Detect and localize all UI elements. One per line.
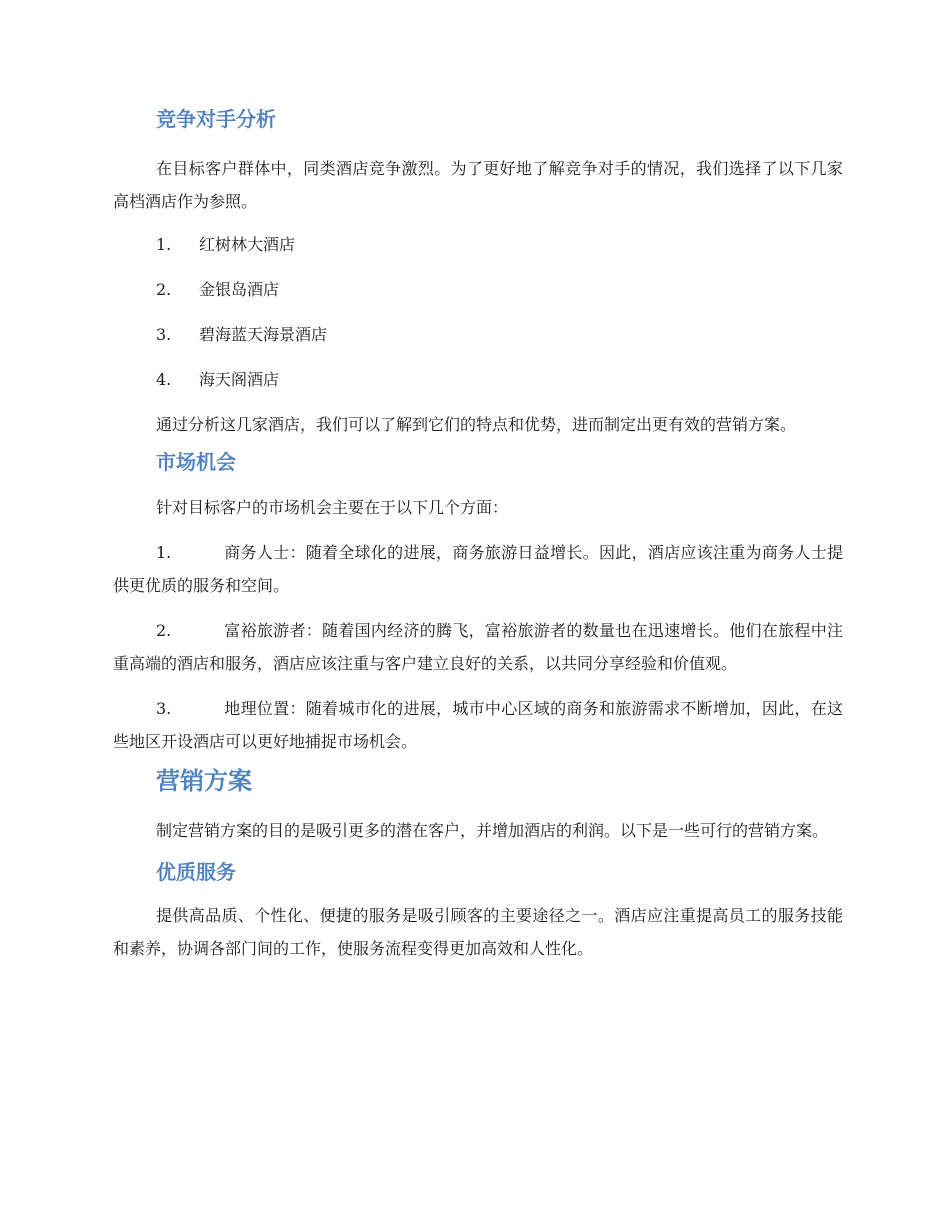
list-number: 2. (156, 280, 172, 299)
list-number: 1. (156, 543, 172, 562)
list-number: 3. (156, 699, 172, 718)
list-number: 3. (156, 325, 172, 344)
list-item (113, 614, 843, 680)
list-item (113, 692, 843, 758)
heading-quality-service: 优质服务 (156, 860, 236, 884)
list-item (113, 318, 843, 351)
list-item (113, 536, 843, 602)
paragraph-marketing-intro: 制定营销方案的目的是吸引更多的潜在客户，并增加酒店的利润。以下是一些可行的营销方案。 (156, 821, 829, 840)
list-item (113, 363, 843, 396)
list-text: 红树林大酒店 (199, 235, 296, 254)
document-body (113, 104, 843, 965)
list-item (113, 228, 843, 261)
list-text: 海天阁酒店 (199, 370, 280, 389)
list-text: 金银岛酒店 (199, 280, 280, 299)
heading-market-opportunity: 市场机会 (156, 450, 236, 474)
list-number: 4. (156, 370, 172, 389)
list-number: 2. (156, 621, 172, 640)
list-text: 商务人士：随着全球化的进展，商务旅游日益增长。因此，酒店应该注重为商务人士提供更优质的服务和空间。 (113, 543, 843, 595)
list-text: 碧海蓝天海景酒店 (199, 325, 328, 344)
paragraph-competitor-outro: 通过分析这几家酒店，我们可以了解到它们的特点和优势，进而制定出更有效的营销方案。 (156, 415, 797, 434)
list-item (113, 273, 843, 306)
list-number: 1. (156, 235, 172, 254)
paragraph-competitor-intro: 在目标客户群体中，同类酒店竞争激烈。为了更好地了解竞争对手的情况，我们选择了以下几家高档酒店作为参照。 (113, 159, 843, 211)
list-text: 地理位置：随着城市化的进展，城市中心区域的商务和旅游需求不断增加，因此，在这些地区开设酒店可以更好地捕捉市场机会。 (113, 699, 843, 751)
list-text: 富裕旅游者：随着国内经济的腾飞，富裕旅游者的数量也在迅速增长。他们在旅程中注重高端的酒店和服务，酒店应该注重与客户建立良好的关系，以共同分享经验和价值观。 (113, 621, 843, 673)
paragraph-market-intro: 针对目标客户的市场机会主要在于以下几个方面： (156, 498, 509, 517)
heading-competitor-analysis: 竞争对手分析 (156, 107, 276, 131)
paragraph-quality-service: 提供高品质、个性化、便捷的服务是吸引顾客的主要途径之一。酒店应注重提高员工的服务技能和素养，协调各部门间的工作，使服务流程变得更加高效和人性化。 (113, 906, 843, 958)
heading-marketing-plan: 营销方案 (156, 767, 252, 795)
